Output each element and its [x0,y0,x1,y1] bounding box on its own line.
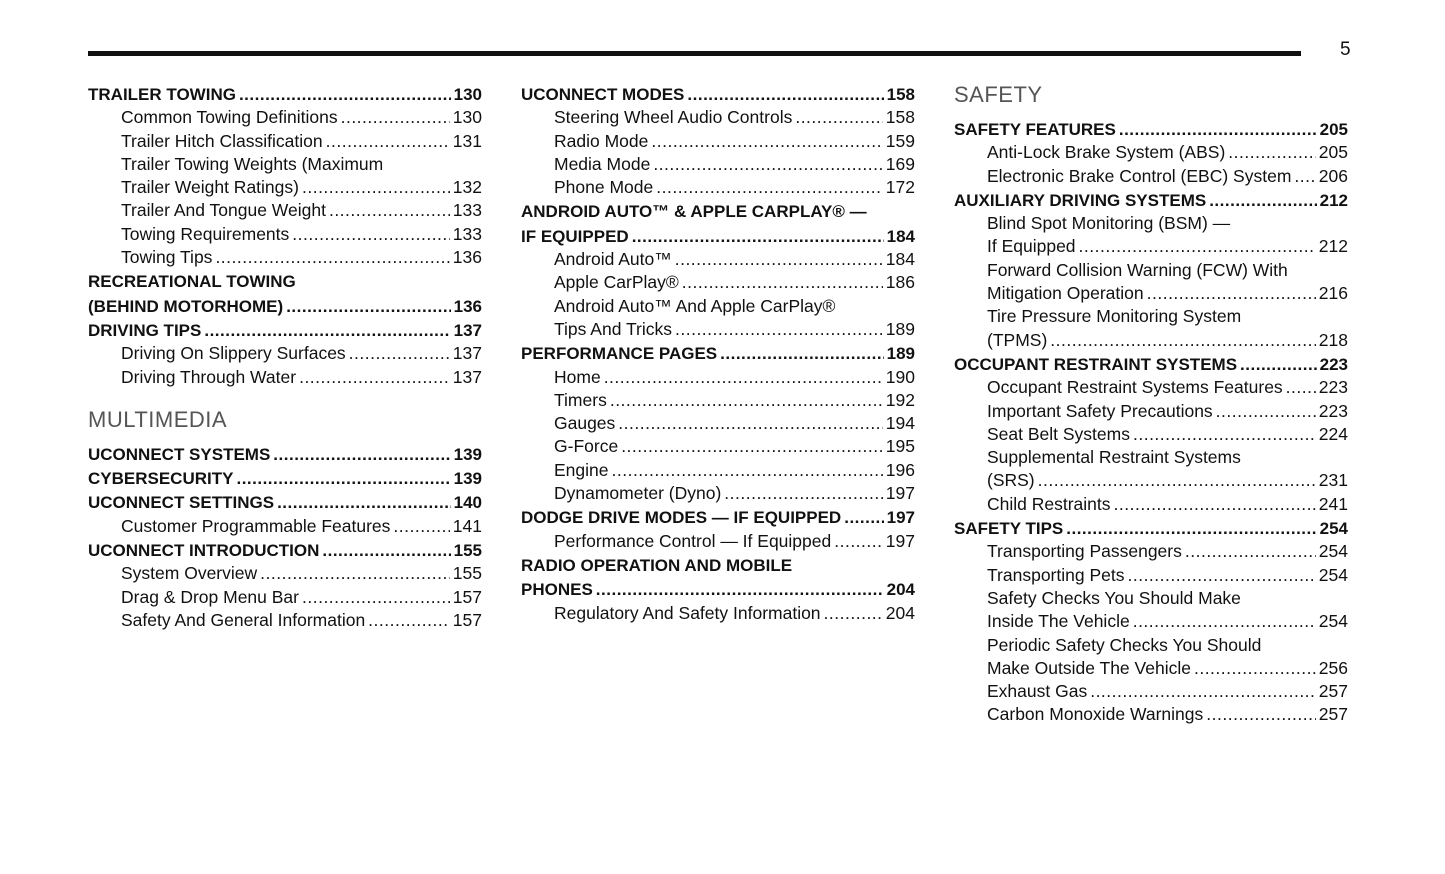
dot-leader [596,578,884,601]
toc-entry-page: 206 [1318,165,1348,186]
toc-subentry-title-line: Forward Collision Warning (FCW) With [987,259,1288,280]
toc-entry-page: 254 [1318,541,1348,562]
toc-entry-title: Dynamometer (Dyno) [554,483,722,504]
toc-subentry[interactable] [88,223,482,246]
toc-entry-page: 256 [1318,657,1348,678]
dot-leader [687,83,883,106]
toc-entry-title: Radio Mode [554,130,649,151]
toc-subentry-title-line: Periodic Safety Checks You Should [987,634,1262,655]
toc-entry-page: 194 [885,413,915,434]
toc-entry-title: Android Auto™ [554,249,672,270]
toc-subentry[interactable] [954,703,1348,726]
dot-leader [834,530,883,553]
dot-leader [1127,564,1315,587]
toc-subentry-title-line: Blind Spot Monitoring (BSM) — [987,213,1231,234]
toc-column-1 [88,82,482,632]
toc-entry-title: PHONES [521,580,593,600]
toc-entry-page: 205 [1319,120,1348,139]
toc-entry-page: 254 [1318,564,1348,585]
dot-leader [302,176,450,199]
toc-entry-page: 223 [1319,354,1348,374]
toc-entry-title: UCONNECT SYSTEMS [88,444,271,464]
dot-leader [286,295,450,318]
toc-subentry[interactable] [521,530,915,553]
toc-entry-page: 131 [452,130,482,151]
toc-entry-page: 155 [453,541,482,561]
toc-subentry[interactable] [521,248,915,271]
toc-subentry[interactable] [521,602,915,625]
toc-entry-title: OCCUPANT RESTRAINT SYSTEMS [954,354,1238,374]
toc-subentry[interactable] [521,366,915,389]
toc-entry-page: 158 [885,107,915,128]
toc-subentry[interactable] [521,130,915,153]
dot-leader [1114,493,1316,516]
toc-entry-page: 257 [1318,704,1348,725]
toc-section-entry[interactable] [88,491,482,514]
toc-entry-title: Regulatory And Safety Information [554,602,821,623]
toc-entry-title: If Equipped [987,236,1076,257]
toc-subentry[interactable] [521,412,915,435]
toc-entry-title: Anti-Lock Brake System (ABS) [987,142,1226,163]
dot-leader [273,443,450,466]
toc-column-3 [954,82,1348,727]
toc-entry-title: Occupant Restraint Systems Features [987,377,1283,398]
toc-entry-title: SAFETY TIPS [954,519,1064,539]
toc-entry-page: 186 [885,272,915,293]
toc-entry-title: Customer Programmable Features [121,515,391,536]
toc-entry-title: Important Safety Precautions [987,400,1213,421]
dot-leader [239,83,451,106]
toc-section-title-line: RADIO OPERATION AND MOBILE [521,555,793,575]
toc-entry-page: 159 [885,130,915,151]
toc-entry-page: 158 [886,85,915,104]
toc-entry-title: Apple CarPlay® [554,272,679,293]
dot-leader [656,176,883,199]
toc-entry-page: 139 [453,469,482,489]
toc-subentry[interactable] [521,482,915,505]
toc-entry-page: 137 [453,320,482,340]
toc-section-entry[interactable] [954,517,1348,540]
toc-subentry[interactable] [88,199,482,222]
toc-entry-title: (BEHIND MOTORHOME) [88,296,284,316]
toc-entry-title: System Overview [121,563,258,584]
toc-subentry[interactable] [88,515,482,538]
toc-entry-page: 204 [885,602,915,623]
toc-section-entry[interactable] [88,295,482,318]
dot-leader [1194,657,1316,680]
toc-entry-title: (SRS) [987,470,1035,491]
dot-leader [1133,423,1316,446]
toc-entry-page: 224 [1318,423,1348,444]
toc-subentry[interactable] [88,246,482,269]
toc-entry-page: 192 [885,389,915,410]
toc-section-entry[interactable] [954,118,1348,141]
toc-subentry[interactable] [88,366,482,389]
toc-entry-title: AUXILIARY DRIVING SYSTEMS [954,190,1207,210]
toc-entry-page: 241 [1318,493,1348,514]
toc-entry-title: Driving On Slippery Surfaces [121,343,346,364]
toc-entry-title: DODGE DRIVE MODES — IF EQUIPPED [521,508,842,528]
toc-entry-page: 257 [1318,681,1348,702]
top-rule [88,51,1301,56]
toc-section-entry[interactable] [88,83,482,106]
toc-entry-page: 212 [1318,236,1348,257]
dot-leader [1066,517,1316,540]
toc-subentry[interactable] [954,165,1348,188]
dot-leader [621,435,883,458]
toc-entry-title: Mitigation Operation [987,283,1144,304]
dot-leader [302,586,450,609]
toc-subentry[interactable] [521,153,915,176]
toc-entry-page: 137 [452,366,482,387]
toc-section-entry[interactable] [521,578,915,601]
toc-subentry[interactable] [954,423,1348,446]
toc-subentry[interactable] [521,389,915,412]
toc-subentry[interactable] [954,564,1348,587]
toc-entry-title: Child Restraints [987,493,1111,514]
toc-entry-title: Trailer And Tongue Weight [121,200,326,221]
toc-entry-page: 141 [452,515,482,536]
toc-entry-page: 190 [885,366,915,387]
toc-entry-page: 196 [885,459,915,480]
toc-subentry[interactable] [954,493,1348,516]
toc-entry-title: PERFORMANCE PAGES [521,344,718,364]
toc-section-title-line: ANDROID AUTO™ & APPLE CARPLAY® — [521,202,867,222]
toc-entry-page: 139 [453,444,482,464]
toc-entry-title: CYBERSECURITY [88,469,234,489]
toc-entry-title: SAFETY FEATURES [954,120,1116,139]
section-heading: MULTIMEDIA [88,406,228,432]
dot-leader [1206,703,1316,726]
toc-subentry-title-line: Supplemental Restraint Systems [987,447,1241,468]
dot-leader [1185,540,1316,563]
toc-entry-title: Gauges [554,413,616,434]
toc-subentry[interactable] [88,586,482,609]
toc-entry-title: Towing Tips [121,247,213,268]
toc-subentry[interactable] [954,610,1348,633]
toc-subentry[interactable] [521,459,915,482]
toc-subentry[interactable] [521,318,915,341]
toc-entry-page: 137 [452,343,482,364]
dot-leader [1209,189,1316,212]
toc-entry-title: Make Outside The Vehicle [987,657,1191,678]
toc-subentry[interactable] [954,540,1348,563]
dot-leader [1079,235,1316,258]
toc-entry-page: 231 [1318,470,1348,491]
dot-leader [632,225,884,248]
toc-section-entry[interactable] [88,539,482,562]
dot-leader [1216,400,1316,423]
toc-entry-title: Steering Wheel Audio Controls [554,107,793,128]
toc-subentry-title-line: Safety Checks You Should Make [987,587,1241,608]
dot-leader [675,318,883,341]
toc-entry-page: 197 [885,530,915,551]
dot-leader [1038,469,1316,492]
toc-entry-title: Performance Control — If Equipped [554,530,832,551]
toc-subentry[interactable] [521,271,915,294]
toc-entry-page: 216 [1318,283,1348,304]
toc-section-entry[interactable] [88,319,482,342]
toc-entry-title: UCONNECT INTRODUCTION [88,541,320,561]
toc-subentry[interactable] [954,400,1348,423]
toc-subentry[interactable] [954,469,1348,492]
dot-leader [1147,282,1316,305]
toc-entry-page: 172 [885,177,915,198]
dot-leader [1050,329,1316,352]
dot-leader [618,412,883,435]
toc-entry-title: Transporting Passengers [987,541,1182,562]
toc-entry-page: 197 [885,483,915,504]
dot-leader [844,506,883,529]
toc-section-entry[interactable] [88,443,482,466]
toc-subentry[interactable] [88,176,482,199]
toc-section-title-line: RECREATIONAL TOWING [88,272,296,292]
toc-subentry[interactable] [954,657,1348,680]
toc-entry-title: Electronic Brake Control (EBC) System [987,165,1292,186]
toc-entry-page: 212 [1319,190,1348,210]
dot-leader [724,482,883,505]
toc-column-2 [521,82,915,625]
dot-leader [260,562,450,585]
dot-leader [604,366,883,389]
toc-entry-title: Trailer Weight Ratings) [121,177,299,198]
toc-entry-title: Phone Mode [554,177,654,198]
dot-leader [1228,141,1316,164]
toc-entry-page: 254 [1319,519,1348,539]
toc-entry-title: Transporting Pets [987,564,1125,585]
toc-subentry-title-line: Tire Pressure Monitoring System [987,306,1242,327]
toc-subentry-title-line: Trailer Towing Weights (Maximum [121,153,384,174]
toc-entry-title: Towing Requirements [121,223,290,244]
toc-subentry[interactable] [521,176,915,199]
toc-entry-page: 157 [452,609,482,630]
dot-leader [1286,376,1316,399]
toc-entry-title: Common Towing Definitions [121,107,338,128]
section-heading: SAFETY [954,82,1043,107]
toc-entry-title: Tips And Tricks [554,318,672,339]
toc-entry-page: 157 [452,586,482,607]
dot-leader [651,130,882,153]
dot-leader [795,106,882,129]
dot-leader [612,459,883,482]
toc-entry-title: G-Force [554,436,619,457]
dot-leader [720,342,883,365]
dot-leader [1090,680,1316,703]
toc-entry-page: 254 [1318,611,1348,632]
toc-entry-title: IF EQUIPPED [521,226,629,246]
toc-entry-page: 223 [1318,377,1348,398]
toc-entry-page: 133 [452,223,482,244]
toc-entry-page: 169 [885,153,915,174]
toc-subentry[interactable] [88,562,482,585]
dot-leader [236,467,450,490]
dot-leader [824,602,883,625]
toc-subentry[interactable] [954,282,1348,305]
toc-subentry[interactable] [88,130,482,153]
dot-leader [1119,118,1317,141]
toc-entry-title: Carbon Monoxide Warnings [987,704,1204,725]
dot-leader [299,366,450,389]
dot-leader [393,515,449,538]
toc-entry-page: 195 [885,436,915,457]
dot-leader [610,389,883,412]
toc-section-entry[interactable] [521,225,915,248]
toc-subentry[interactable] [88,609,482,632]
toc-entry-title: Engine [554,459,609,480]
toc-entry-title: UCONNECT SETTINGS [88,493,275,513]
toc-subentry[interactable] [88,342,482,365]
toc-entry-page: 155 [452,563,482,584]
toc-entry-title: Exhaust Gas [987,681,1088,702]
toc-entry-page: 184 [886,226,915,246]
toc-entry-page: 184 [885,249,915,270]
dot-leader [368,609,450,632]
dot-leader [215,246,449,269]
toc-section-entry[interactable] [521,506,915,529]
dot-leader [349,342,450,365]
toc-entry-page: 218 [1318,329,1348,350]
toc-entry-page: 197 [886,508,915,528]
toc-entry-title: Media Mode [554,153,651,174]
toc-subentry[interactable] [954,680,1348,703]
toc-entry-title: Driving Through Water [121,366,297,387]
toc-entry-page: 223 [1318,400,1348,421]
page-number: 5 [1340,39,1351,60]
toc-entry-title: DRIVING TIPS [88,320,202,340]
toc-entry-page: 136 [452,247,482,268]
toc-subentry[interactable] [521,106,915,129]
toc-section-entry[interactable] [521,342,915,365]
toc-section-entry[interactable] [88,467,482,490]
toc-entry-page: 130 [452,107,482,128]
toc-section-entry[interactable] [954,189,1348,212]
toc-entry-page: 204 [886,580,915,600]
dot-leader [341,106,450,129]
toc-entry-page: 189 [886,344,915,364]
toc-subentry[interactable] [521,435,915,458]
toc-entry-page: 130 [453,85,482,104]
dot-leader [653,153,882,176]
toc-entry-page: 189 [885,318,915,339]
toc-entry-title: Inside The Vehicle [987,611,1130,632]
dot-leader [326,130,450,153]
dot-leader [322,539,450,562]
toc-entry-title: Home [554,366,601,387]
dot-leader [277,491,451,514]
dot-leader [292,223,450,246]
toc-entry-title: Timers [554,389,607,410]
toc-entry-page: 205 [1318,142,1348,163]
dot-leader [675,248,883,271]
toc-entry-page: 132 [452,177,482,198]
toc-entry-title: Safety And General Information [121,609,366,630]
toc-subentry[interactable] [88,106,482,129]
toc-entry-title: Trailer Hitch Classification [121,130,323,151]
dot-leader [682,271,883,294]
toc-subentry-title-line: Android Auto™ And Apple CarPlay® [554,295,836,316]
dot-leader [329,199,450,222]
toc-entry-title: Seat Belt Systems [987,423,1130,444]
toc-subentry[interactable] [954,235,1348,258]
toc-entry-title: TRAILER TOWING [88,85,236,104]
toc-subentry[interactable] [954,141,1348,164]
toc-section-entry[interactable] [954,353,1348,376]
toc-subentry[interactable] [954,376,1348,399]
toc-section-entry[interactable] [521,83,915,106]
toc-entry-page: 136 [453,296,482,316]
toc-subentry[interactable] [954,329,1348,352]
toc-entry-page: 133 [452,200,482,221]
dot-leader [1294,165,1315,188]
dot-leader [1133,610,1316,633]
toc-entry-title: (TPMS) [987,329,1048,350]
toc-entry-title: Drag & Drop Menu Bar [121,586,299,607]
dot-leader [1240,353,1317,376]
toc-entry-page: 140 [453,493,482,513]
dot-leader [204,319,450,342]
toc-entry-title: UCONNECT MODES [521,85,685,104]
